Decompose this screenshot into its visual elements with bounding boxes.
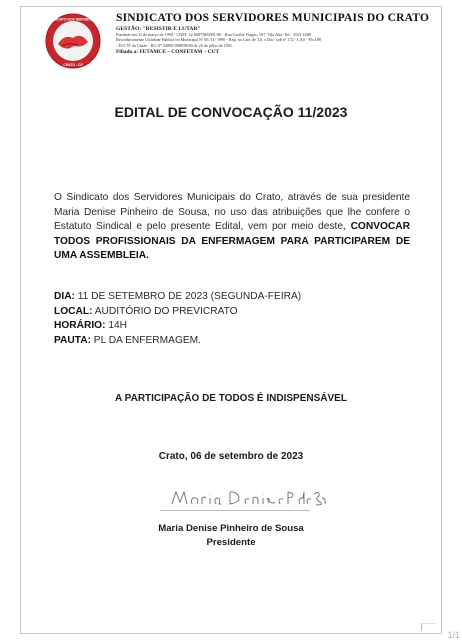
meeting-details: [54, 290, 414, 348]
recognition-info: Reconhecimento Utilidade Pública lei Municipal Nº 06 /11/ 1990 - Reg. no Cart. de Tít. e Doc. sob nº 172 - LAS - Fls.188: [116, 37, 321, 43]
city-date: Crato, 06 de setembro de 2023: [158, 451, 304, 462]
handwritten-signature: [168, 486, 328, 510]
agenda-row: [54, 334, 414, 349]
local-value: AUDITÓRIO DO PREVICRATO: [92, 305, 238, 317]
page-counter: 1/1: [447, 630, 460, 640]
time-value: 14H: [105, 320, 128, 331]
participation-notice: A PARTICIPAÇÃO DE TODOS É INDISPENSÁVEL: [115, 393, 347, 404]
document-title: EDITAL DE CONVOCAÇÃO 11/2023: [114, 104, 348, 120]
agenda-value: PL DA ENFERMAGEM.: [90, 334, 201, 346]
convocation-intro: O Sindicato dos Servidores Municipais do Crato, através de sua presidente Maria Denise Pinheiro de Sousa, no uso das atribuições que lhe confere o Estatuto Sindical e pelo presente Edital, vem por meio deste,: [54, 192, 410, 232]
union-logo: [44, 12, 102, 70]
day-value: 11 DE SETEMBRO DE 2023 (SEGUNDA-FEIRA): [74, 291, 302, 302]
convocation-paragraph: [54, 191, 410, 264]
signature-line: [160, 510, 310, 511]
page-corner: [421, 623, 435, 631]
local-label: LOCAL:: [54, 305, 93, 317]
agenda-label: PAUTA:: [54, 334, 91, 346]
time-row: [54, 319, 414, 334]
signer-name: Maria Denise Pinheiro de Sousa: [158, 523, 304, 534]
affiliation: Filiado a: FETAMCE – CONFETAM – CUT: [116, 49, 220, 56]
founding-info: Fundado em 31 de março de 1990 - CNPJ: 12.668758/0001-90 · Rua Cecília Vargas, 167, Vila Alta. Tel.: 3523-1688: [116, 32, 311, 37]
signer-role: Presidente: [206, 537, 256, 548]
svg-text:SINDICATO DOS SERVIDORES: SINDICATO DOS SERVIDORES: [48, 17, 98, 22]
letterhead-text: [116, 12, 436, 55]
union-name: SINDICATO DOS SERVIDORES MUNICIPAIS DO CRATO: [116, 12, 430, 24]
local-row: [54, 305, 414, 320]
union-motto: GESTÃO: "RESISTIR E LUTAR": [116, 26, 201, 32]
letterhead: [44, 12, 444, 74]
day-label: DIA:: [54, 291, 75, 302]
time-label: HORÁRIO:: [54, 320, 106, 331]
convocation-emphasis: CONVOCAR TODOS PROFISSIONAIS DA ENFERMAGEM PARA PARTICIPAREM DE UMA ASSEMBLEIA.: [54, 221, 410, 261]
svg-text:CRATO - CE: CRATO - CE: [63, 63, 83, 67]
registration-info: - D.O Nº da União - RG Nº 24000-008958/90 de 23 de julho de 1991.: [116, 42, 234, 48]
day-row: [54, 290, 414, 305]
